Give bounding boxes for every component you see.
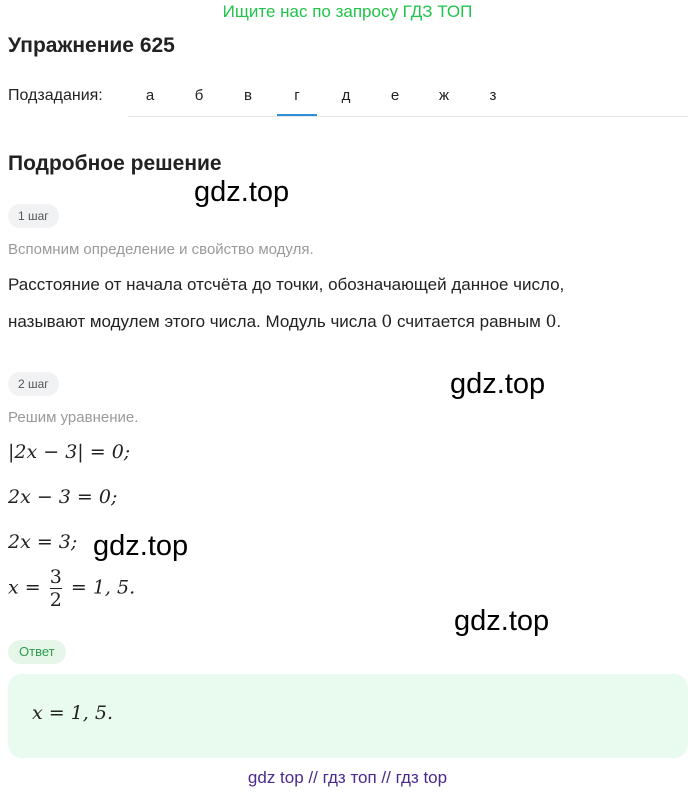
equation: 2x = 3;	[8, 531, 78, 553]
text-fragment: называют модулем этого числа. Модуль числа	[8, 312, 377, 331]
equation-rhs: = 1, 5.	[70, 576, 136, 599]
step-hint: Решим уравнение.	[8, 409, 139, 426]
answer-badge: Ответ	[8, 640, 66, 664]
fraction-numerator: 3	[49, 566, 62, 588]
watermark: gdz.top	[93, 530, 189, 562]
step-text-line	[8, 312, 561, 332]
subtask-tab-v[interactable]: в	[244, 87, 252, 104]
solution-heading: Подробное решение	[8, 152, 222, 175]
subtasks-tabs	[128, 76, 688, 117]
page-title: Упражнение 625	[8, 34, 175, 57]
answer-equation: x = 1, 5.	[32, 702, 114, 724]
math-number: 0	[545, 312, 557, 332]
step-hint: Вспомним определение и свойство модуля.	[8, 241, 314, 258]
step-badge: 2 шаг	[8, 372, 59, 396]
math-number: 0	[381, 312, 393, 332]
subtask-tab-a[interactable]: а	[145, 87, 155, 104]
equation: |2x − 3| = 0;	[8, 441, 131, 463]
subtask-tab-g[interactable]: г	[277, 76, 317, 116]
subtask-tab-z[interactable]: з	[489, 87, 497, 104]
subtasks-label: Подзадания:	[8, 87, 103, 104]
step-text-line: Расстояние от начала отсчёта до точки, обозначающей данное число,	[8, 275, 565, 294]
answer-box	[8, 674, 688, 758]
equation: 2x − 3 = 0;	[8, 486, 118, 508]
subtask-tab-b[interactable]: б	[194, 87, 204, 104]
watermark: gdz.top	[454, 605, 550, 637]
watermark: gdz.top	[194, 176, 290, 208]
text-fragment: считается равным	[396, 312, 541, 331]
text-fragment: .	[556, 312, 562, 331]
fraction	[50, 566, 62, 611]
fraction-denominator: 2	[49, 589, 62, 611]
watermark: gdz.top	[450, 368, 546, 400]
equation-lhs: x =	[8, 576, 41, 599]
subtask-tab-zh[interactable]: ж	[438, 87, 450, 104]
promo-banner[interactable]: Ищите нас по запросу ГДЗ ТОП	[222, 2, 473, 21]
step-badge: 1 шаг	[8, 204, 59, 228]
footer-links[interactable]: gdz top // гдз топ // гдз top	[247, 768, 448, 787]
subtask-tab-e[interactable]: е	[390, 87, 400, 104]
subtask-tab-d[interactable]: д	[341, 87, 351, 104]
equation-fraction	[8, 566, 135, 611]
